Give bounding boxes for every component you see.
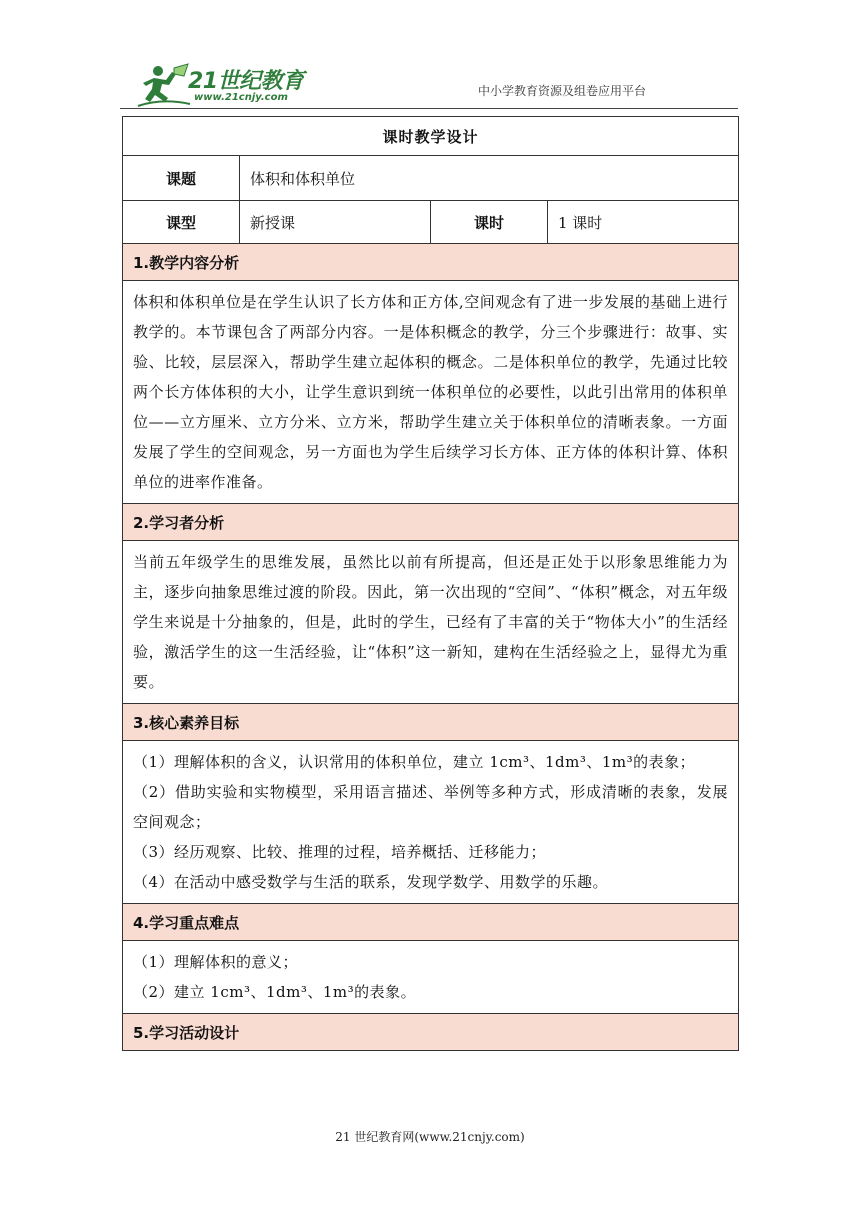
table-title: 课时教学设计	[123, 117, 739, 156]
site-logo	[136, 62, 306, 108]
page-header	[120, 58, 738, 110]
header-divider	[120, 108, 738, 109]
key-difficulties-list	[123, 941, 739, 1014]
type-label: 课型	[123, 201, 240, 244]
runner-logo-icon	[136, 62, 196, 108]
difficulty-item: （1）理解体积的意义；	[133, 953, 299, 971]
lesson-design-table	[122, 116, 739, 1051]
content-analysis-text: 体积和体积单位是在学生认识了长方体和正方体,空间观念有了进一步发展的基础上进行教学的。本节课包含了两部分内容。一是体积概念的教学，分三个步骤进行：故事、实验、比较，层层深入，帮助学生建立起体积的概念。二是体积单位的教学，先通过比较两个长方体体积的大小，让学生意识到统一体积单位的必要性，以此引出常用的体积单位——立方厘米、立方分米、立方米，帮助学生建立关于体积单位的清晰表象。一方面发展了学生的空间观念，另一方面也为学生后续学习长方体、正方体的体积计算、体积单位的进率作准备。	[123, 281, 739, 504]
difficulty-item: （2）建立 1cm³、1dm³、1m³的表象。	[133, 983, 417, 1001]
topic-label: 课题	[123, 156, 240, 201]
logo-url: www.21cnjy.com	[194, 92, 288, 103]
core-goals-list	[123, 741, 739, 904]
section-heading-activity-design: 5.学习活动设计	[123, 1014, 739, 1051]
page-footer: 21 世纪教育网(www.21cnjy.com)	[335, 1130, 525, 1144]
topic-value: 体积和体积单位	[240, 156, 739, 201]
goal-item: （1）理解体积的含义，认识常用的体积单位，建立 1cm³、1dm³、1m³的表象；	[133, 753, 696, 771]
goal-item: （4）在活动中感受数学与生活的联系，发现学数学、用数学的乐趣。	[133, 873, 609, 891]
platform-name: 中小学教育资源及组卷应用平台	[477, 84, 646, 98]
logo-text: 21世纪教育	[188, 69, 304, 94]
learner-analysis-text: 当前五年级学生的思维发展，虽然比以前有所提高，但还是正处于以形象思维能力为主，逐步向抽象思维过渡的阶段。因此，第一次出现的“空间”、“体积”概念，对五年级学生来说是十分抽象的，但是，此时的学生，已经有了丰富的关于“物体大小”的生活经验，激活学生的这一生活经验，让“体积”这一新知，建构在生活经验之上，显得尤为重要。	[123, 541, 739, 704]
goal-item: （2）借助实验和实物模型，采用语言描述、举例等多种方式，形成清晰的表象，发展空间观念；	[133, 783, 729, 831]
period-label: 课时	[431, 201, 548, 244]
section-heading-key-difficulties: 4.学习重点难点	[123, 904, 739, 941]
period-value: 1 课时	[548, 201, 739, 244]
type-value: 新授课	[240, 201, 431, 244]
section-heading-learner-analysis: 2.学习者分析	[123, 504, 739, 541]
section-heading-core-goals: 3.核心素养目标	[123, 704, 739, 741]
goal-item: （3）经历观察、比较、推理的过程，培养概括、迁移能力；	[133, 843, 547, 861]
section-heading-content-analysis: 1.教学内容分析	[123, 244, 739, 281]
